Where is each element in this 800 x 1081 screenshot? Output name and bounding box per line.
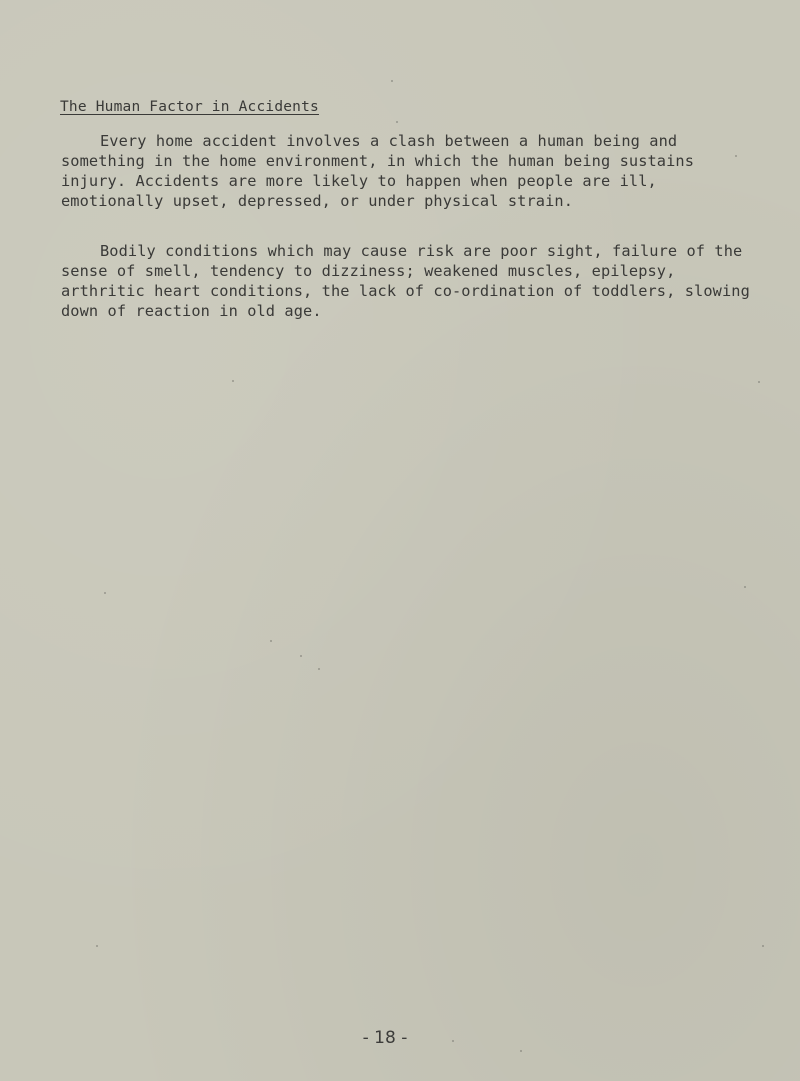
paragraph-line: emotionally upset, depressed, or under physical strain. <box>61 192 574 210</box>
scan-speck <box>758 381 760 383</box>
paragraph-line: injury. Accidents are more likely to happen when people are ill, <box>61 172 657 190</box>
paragraph-line: Every home accident involves a clash between a human being and <box>100 132 678 150</box>
scan-speck <box>104 592 106 594</box>
page-number: - 18 - <box>362 1028 408 1048</box>
scan-speck <box>762 945 764 947</box>
scan-speck <box>318 668 320 670</box>
paragraph-line: Bodily conditions which may cause risk are poor sight, failure of the <box>100 242 743 260</box>
paragraph-line: down of reaction in old age. <box>61 302 322 320</box>
paragraph-line: something in the home environment, in which the human being sustains <box>61 152 695 170</box>
paragraph-line: sense of smell, tendency to dizziness; weakened muscles, epilepsy, <box>61 262 676 280</box>
scan-speck <box>300 655 302 657</box>
scan-speck <box>396 121 398 123</box>
scan-speck <box>452 1040 454 1042</box>
scan-speck <box>520 1050 522 1052</box>
paragraph-line: arthritic heart conditions, the lack of co-ordination of toddlers, slowing <box>61 282 750 300</box>
scan-speck <box>735 155 737 157</box>
scan-speck <box>391 80 393 82</box>
paragraph-1 <box>61 131 781 211</box>
paragraph-2 <box>61 241 781 321</box>
scan-speck <box>96 945 98 947</box>
section-heading: The Human Factor in Accidents <box>60 99 319 115</box>
scan-speck <box>270 640 272 642</box>
scan-speck <box>232 380 234 382</box>
scan-speck <box>744 586 746 588</box>
